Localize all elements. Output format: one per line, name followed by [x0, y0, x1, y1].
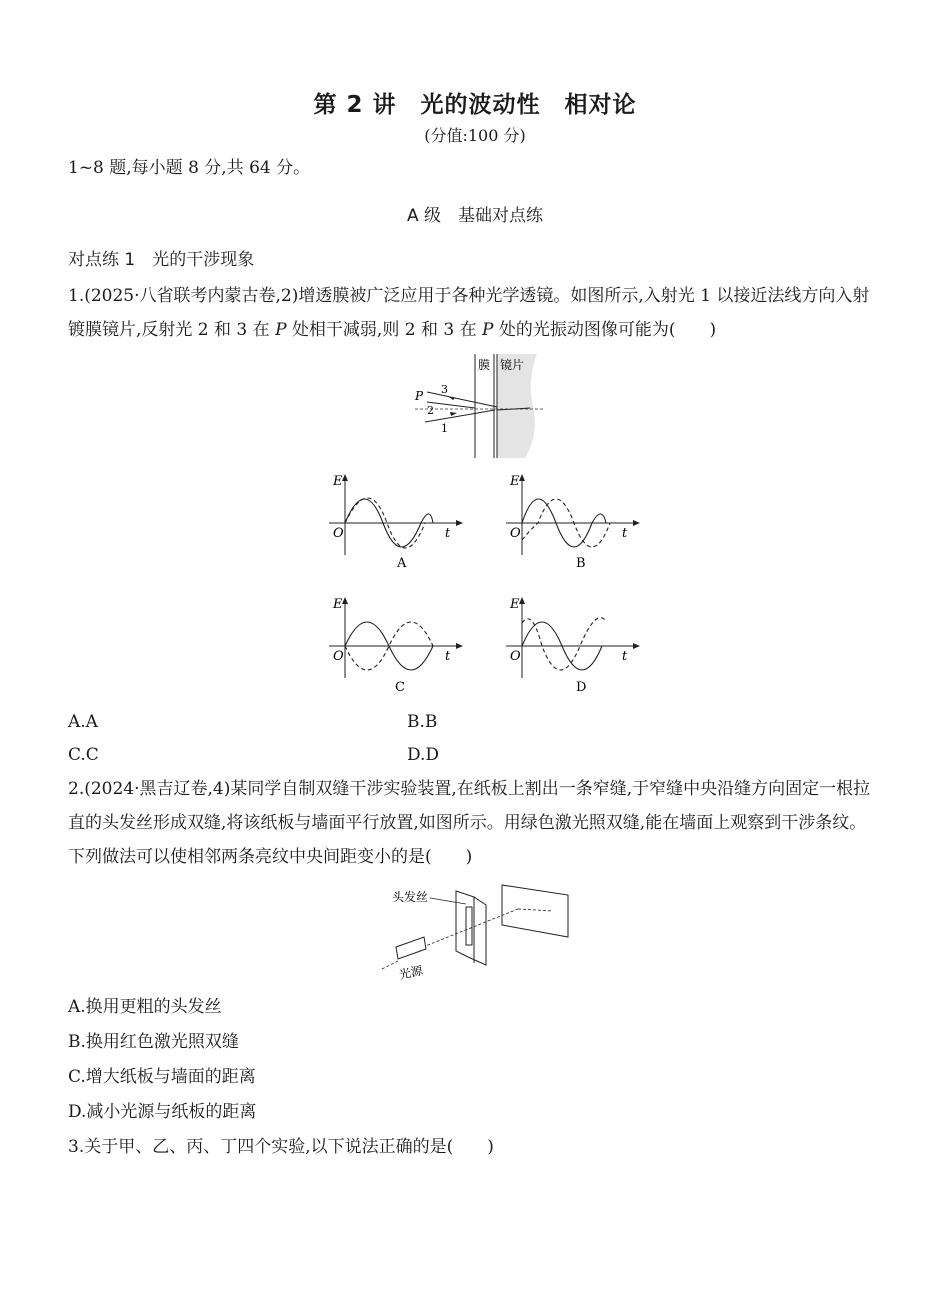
hair-label: 头发丝 [392, 890, 429, 904]
graph-d [502, 593, 642, 698]
graph-b [502, 470, 642, 575]
q1-option-d[interactable]: D.D [407, 745, 440, 765]
score-note: (分值:100 分) [424, 126, 526, 145]
question-1 [68, 279, 883, 347]
question-1-p2: P [481, 320, 494, 340]
graph-b-caption: B [576, 556, 586, 571]
graph-c [325, 593, 465, 698]
graph-d-o: O [510, 649, 521, 664]
source-label: 光源 [397, 963, 425, 982]
graph-c-e: E [333, 597, 343, 612]
graph-a-e: E [333, 474, 343, 489]
wall-screen [502, 885, 568, 937]
section-heading: 对点练 1 光的干涉现象 [68, 250, 255, 270]
q1-option-b[interactable]: B.B [407, 712, 438, 732]
graph-b-t: t [622, 526, 628, 541]
question-1-suffix: 处的光振动图像可能为( ) [493, 320, 717, 340]
q2-option-c[interactable]: C.增大纸板与墙面的距离 [68, 1067, 256, 1087]
graph-c-t: t [445, 649, 451, 664]
graph-c-o: O [333, 649, 344, 664]
question-1-p1: P [275, 320, 287, 340]
ray-label-3: 3 [441, 383, 448, 396]
ray-1 [425, 410, 495, 422]
ray-label-2: 2 [427, 404, 434, 417]
q1-option-c[interactable]: C.C [68, 745, 99, 765]
graph-d-e: E [510, 597, 520, 612]
question-1-mid: 处相干减弱,则 2 和 3 在 [286, 320, 482, 340]
q2-option-d[interactable]: D.减小光源与纸板的距离 [68, 1102, 257, 1122]
level-heading: A 级 基础对点练 [406, 206, 544, 226]
instructions: 1~8 题,每小题 8 分,共 64 分。 [68, 158, 311, 178]
light-source [396, 937, 426, 959]
q1-option-a[interactable]: A.A [68, 712, 98, 732]
graph-a-o: O [333, 526, 344, 541]
graph-d-t: t [622, 649, 628, 664]
graph-b-o: O [510, 526, 521, 541]
double-slit-figure [378, 877, 573, 982]
ray-2 [427, 402, 475, 408]
slit [466, 907, 472, 945]
graph-a-t: t [445, 526, 451, 541]
graph-b-e: E [510, 474, 520, 489]
ray-label-1: 1 [441, 422, 448, 435]
graph-a [325, 470, 465, 575]
q2-option-b[interactable]: B.换用红色激光照双缝 [68, 1032, 239, 1052]
graph-d-caption: D [576, 680, 587, 695]
question-3: 3.关于甲、乙、丙、丁四个实验,以下说法正确的是( ) [68, 1137, 494, 1157]
graph-c-caption: C [395, 680, 405, 695]
page-title: 第 2 讲 光的波动性 相对论 [313, 92, 637, 118]
graph-a-caption: A [397, 556, 407, 571]
film-lens-figure [405, 352, 555, 460]
p-label: P [415, 389, 424, 403]
question-2: 2.(2024·黑吉辽卷,4)某同学自制双缝干涉实验装置,在纸板上割出一条窄缝,于窄缝中央沿缝方向固定一根拉直的头发丝形成双缝,将该纸板与墙面平行放置,如图所示。用绿色激光照双缝,能在墙面上观察到干涉条纹。下列做法可以使相邻两条亮纹中央间距变小的是( ) [68, 779, 871, 867]
q2-option-a[interactable]: A.换用更粗的头发丝 [68, 997, 222, 1017]
ray-3 [427, 392, 497, 407]
question-1-prefix: 1.(2025·八省联考内蒙古卷,2)增透膜被广泛应用于各种光学透镜。如图所示,入射光 1 以接近法线方向入射镀膜镜片,反射光 2 和 3 在 [68, 286, 870, 340]
lens-label: 镜片 [500, 358, 525, 372]
film-label: 膜 [478, 358, 491, 372]
